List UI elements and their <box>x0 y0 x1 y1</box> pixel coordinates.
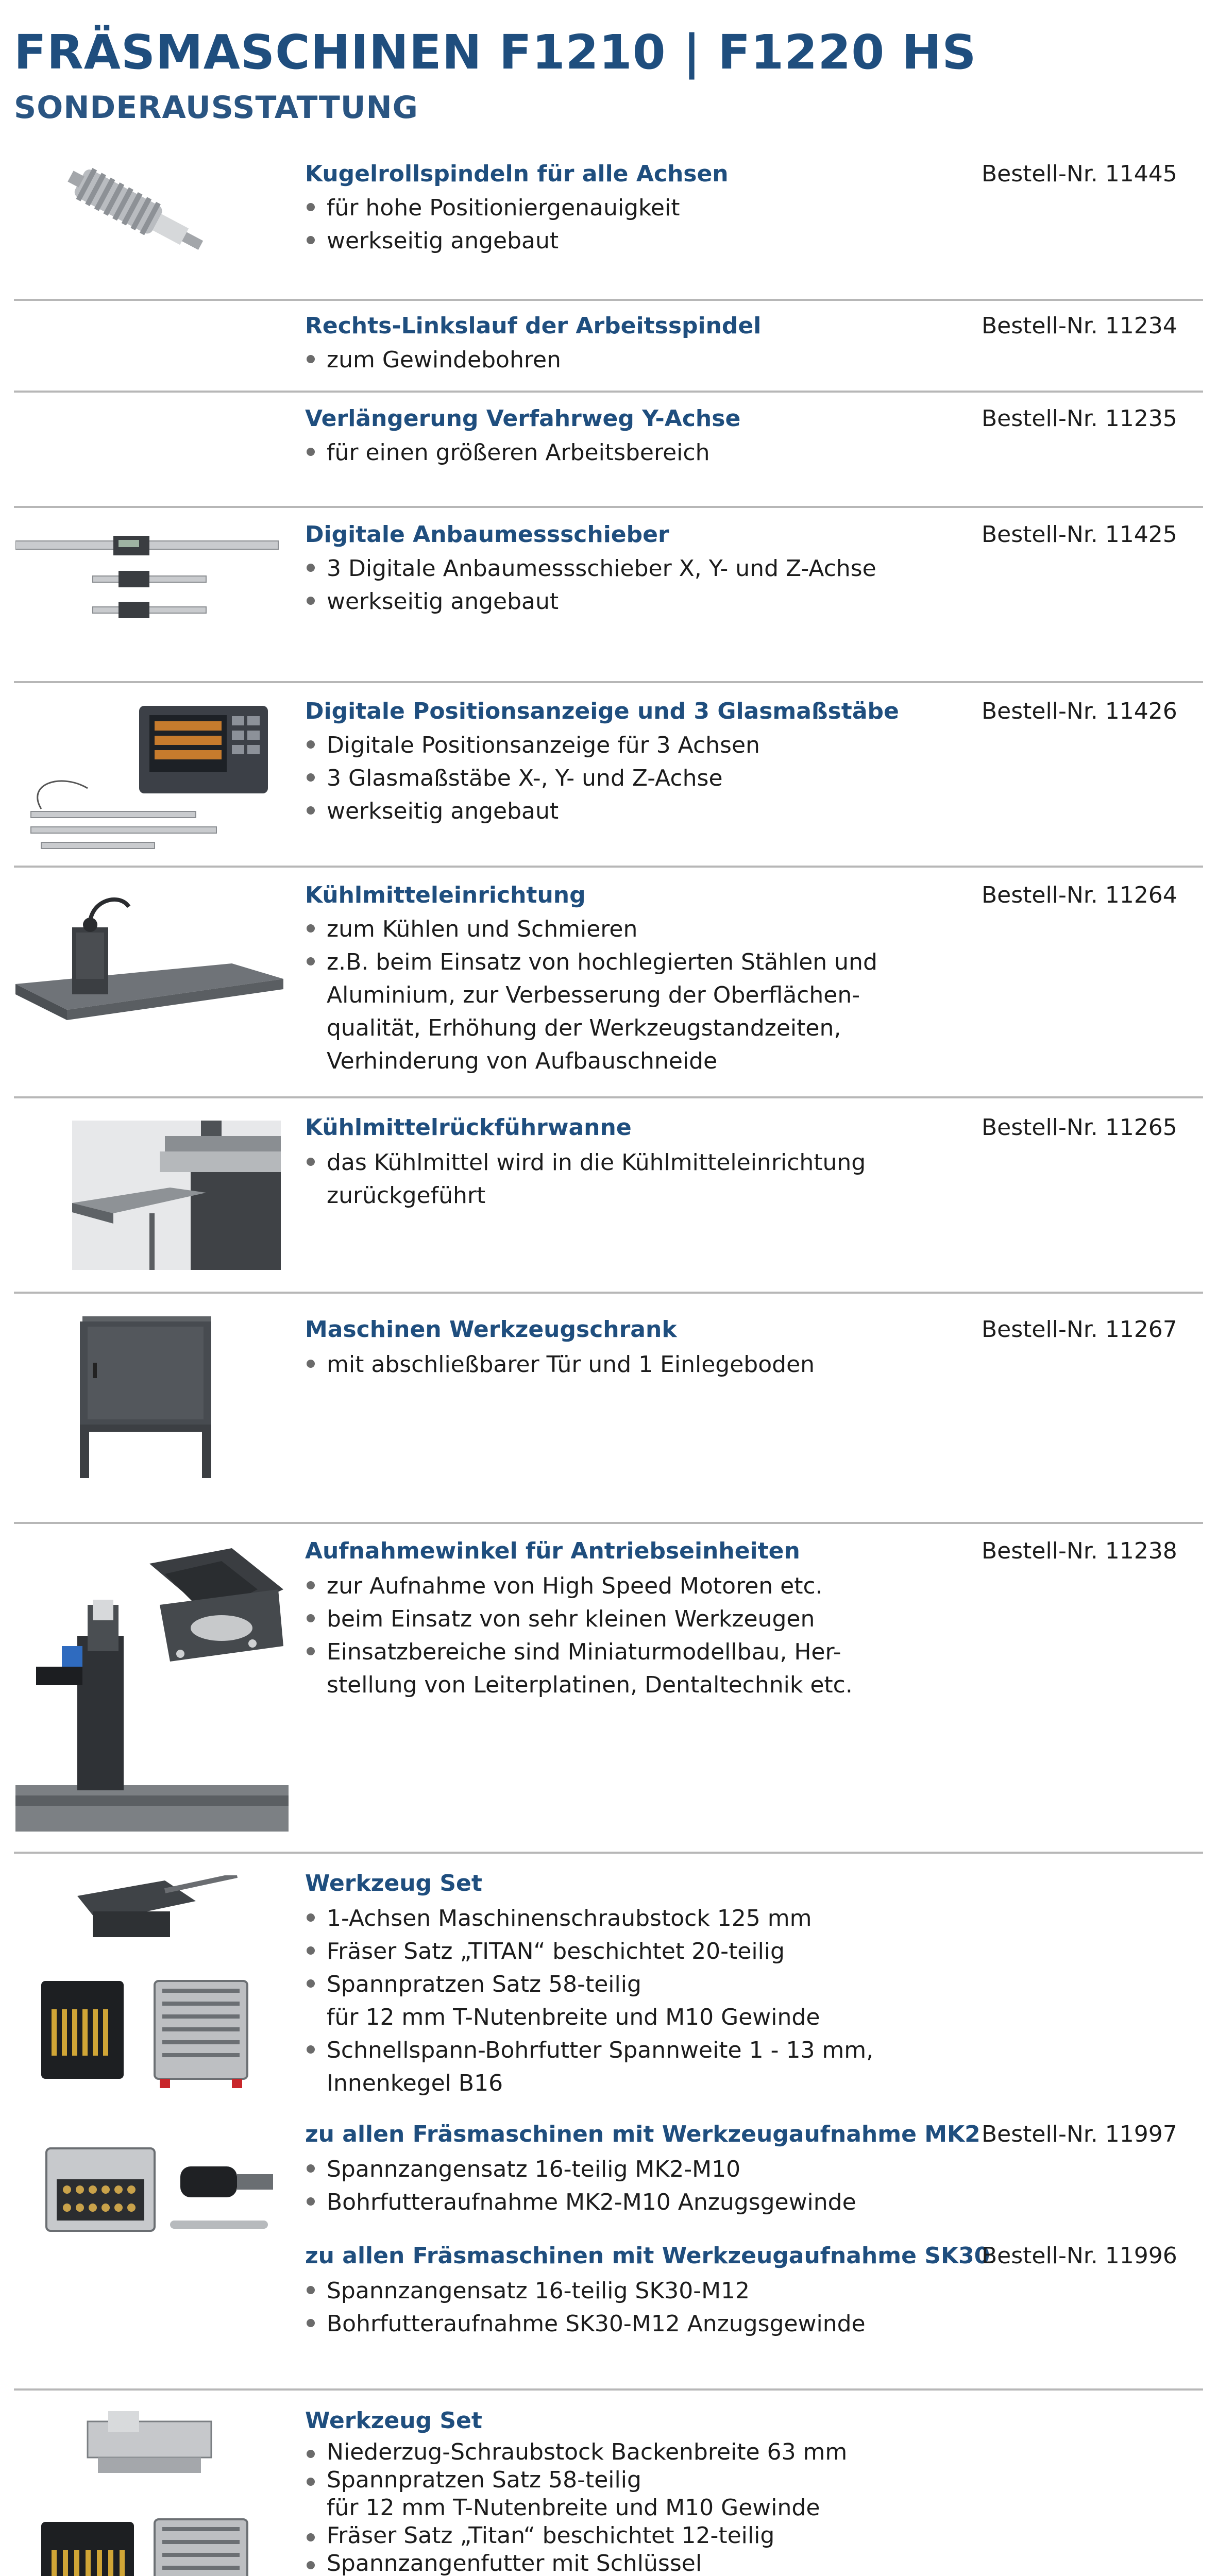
position-display-image <box>21 701 278 855</box>
bullet-icon <box>307 924 315 933</box>
list-item: beim Einsatz von sehr kleinen Werkzeugen <box>305 1603 853 1636</box>
tool-set-2-image <box>41 2411 289 2576</box>
feature-list <box>305 1570 853 1702</box>
list-item: werkseitig angebaut <box>305 795 760 828</box>
order-number: Bestell-Nr. 11996 <box>982 2243 1177 2269</box>
bullet-icon <box>307 2533 315 2541</box>
section-divider <box>14 1096 1203 1098</box>
variant-title-sk30: zu allen Fräsmaschinen mit Werkzeugaufnahme SK30 <box>305 2243 990 2269</box>
bullet-icon <box>307 236 315 244</box>
bullet-icon <box>307 2045 315 2054</box>
bullet-icon <box>307 1979 315 1988</box>
coolant-system-image <box>15 891 283 1025</box>
feature-list <box>305 1348 815 1381</box>
feature-list <box>305 192 680 258</box>
set-title: Werkzeug Set <box>305 2408 482 2434</box>
order-number: Bestell-Nr. 11425 <box>982 521 1177 548</box>
list-item: mit abschließbarer Tür und 1 Einlegeboden <box>305 1348 815 1381</box>
feature-list <box>305 1146 866 1212</box>
bullet-icon <box>307 2197 315 2206</box>
product-title: Verlängerung Verfahrweg Y-Achse <box>305 405 741 432</box>
order-number: Bestell-Nr. 11265 <box>982 1114 1177 1141</box>
list-item: Einsatzbereiche sind Miniaturmodellbau, Her- stellung von Leiterplatinen, Dentaltechnik etc. <box>305 1636 853 1702</box>
list-item: Digitale Positionsanzeige für 3 Achsen <box>305 729 760 762</box>
feature-list <box>305 729 760 828</box>
product-title: Aufnahmewinkel für Antriebseinheiten <box>305 1538 800 1564</box>
variant-title-mk2: zu allen Fräsmaschinen mit Werkzeugaufnahme MK2 <box>305 2121 981 2147</box>
order-number: Bestell-Nr. 11264 <box>982 882 1177 908</box>
order-number: Bestell-Nr. 11234 <box>982 313 1177 339</box>
feature-list <box>305 1902 873 2100</box>
mounting-bracket-image <box>15 1543 289 1832</box>
product-title: Kühlmittelrückführwanne <box>305 1114 632 1141</box>
product-title: Digitale Anbaumessschieber <box>305 521 669 548</box>
bullet-icon <box>307 957 315 965</box>
list-item: das Kühlmittel wird in die Kühlmitteleinrichtung zurückgeführt <box>305 1146 866 1212</box>
section-divider <box>14 506 1203 508</box>
page-subtitle: SONDERAUSSTATTUNG <box>14 90 418 126</box>
section-divider <box>14 1852 1203 1854</box>
feature-list <box>305 552 876 618</box>
list-item: z.B. beim Einsatz von hochlegierten Stählen und Aluminium, zur Verbesserung der Oberflächen- qualität, Erhöhung der Werkzeugstandzeiten, Verhinderung von Aufbauschneide <box>305 946 877 1078</box>
order-number: Bestell-Nr. 11997 <box>982 2121 1177 2147</box>
bullet-icon <box>307 1614 315 1622</box>
list-item: werkseitig angebaut <box>305 225 680 258</box>
list-item: Spannpratzen Satz 58-teilig für 12 mm T-Nutenbreite und M10 Gewinde <box>305 1968 873 2034</box>
feature-list <box>305 436 710 469</box>
order-number: Bestell-Nr. 11267 <box>982 1316 1177 1343</box>
bullet-icon <box>307 1946 315 1955</box>
list-item: für hohe Positioniergenauigkeit <box>305 192 680 225</box>
list-item: zum Kühlen und Schmieren <box>305 913 877 946</box>
list-item: werkseitig angebaut <box>305 585 876 618</box>
section-divider <box>14 681 1203 683</box>
list-item: zum Gewindebohren <box>305 344 561 377</box>
bullet-icon <box>307 2319 315 2327</box>
list-item: Fräser Satz „TITAN“ beschichtet 20-teilig <box>305 1935 873 1968</box>
feature-list <box>305 344 561 377</box>
list-item: Fräser Satz „Titan“ beschichtet 12-teilig <box>305 2522 847 2550</box>
order-number: Bestell-Nr. 11235 <box>982 405 1177 432</box>
bullet-icon <box>307 355 315 363</box>
section-divider <box>14 2388 1203 2391</box>
set-title: Werkzeug Set <box>305 1870 482 1896</box>
list-item: Spannzangenfutter mit Schlüssel <box>305 2550 847 2576</box>
list-item: zur Aufnahme von High Speed Motoren etc. <box>305 1570 853 1603</box>
bullet-icon <box>307 203 315 211</box>
feature-list <box>305 2275 866 2341</box>
list-item: Spannzangensatz 16-teilig MK2-M10 <box>305 2153 856 2186</box>
list-item: 3 Digitale Anbaumessschieber X, Y- und Z-Achse <box>305 552 876 585</box>
bullet-icon <box>307 773 315 782</box>
product-title: Rechts-Linkslauf der Arbeitsspindel <box>305 313 762 339</box>
bullet-icon <box>307 597 315 605</box>
section-divider <box>14 1292 1203 1294</box>
bullet-icon <box>307 1647 315 1655</box>
bullet-icon <box>307 2450 315 2458</box>
product-title: Digitale Positionsanzeige und 3 Glasmaßstäbe <box>305 698 899 724</box>
bullet-icon <box>307 806 315 815</box>
list-item: Bohrfutteraufnahme SK30-M12 Anzugsgewinde <box>305 2308 866 2341</box>
list-item: Niederzug-Schraubstock Backenbreite 63 mm <box>305 2438 847 2466</box>
bullet-icon <box>307 2286 315 2294</box>
ball-screw-image <box>62 155 211 268</box>
bullet-icon <box>307 1581 315 1589</box>
bullet-icon <box>307 740 315 749</box>
section-divider <box>14 299 1203 301</box>
bullet-icon <box>307 2478 315 2486</box>
product-title: Kühlmitteleinrichtung <box>305 882 586 908</box>
list-item: Bohrfutteraufnahme MK2-M10 Anzugsgewinde <box>305 2186 856 2219</box>
feature-list <box>305 2438 847 2576</box>
bullet-icon <box>307 2561 315 2569</box>
bullet-icon <box>307 1913 315 1922</box>
feature-list <box>305 2153 856 2219</box>
order-number: Bestell-Nr. 11426 <box>982 698 1177 724</box>
product-title: Kugelrollspindeln für alle Achsen <box>305 161 729 187</box>
order-number: Bestell-Nr. 11445 <box>982 161 1177 187</box>
bullet-icon <box>307 564 315 572</box>
coolant-tray-image <box>72 1121 281 1270</box>
bullet-icon <box>307 448 315 456</box>
tool-set-1-image <box>41 1875 289 2277</box>
list-item: Spannpratzen Satz 58-teilig für 12 mm T-Nutenbreite und M10 Gewinde <box>305 2466 847 2522</box>
list-item: 1-Achsen Maschinenschraubstock 125 mm <box>305 1902 873 1935</box>
bullet-icon <box>307 1158 315 1166</box>
section-divider <box>14 1522 1203 1524</box>
tool-cabinet-image <box>77 1316 214 1481</box>
section-divider <box>14 391 1203 393</box>
bullet-icon <box>307 1360 315 1368</box>
list-item: für einen größeren Arbeitsbereich <box>305 436 710 469</box>
list-item: Schnellspann-Bohrfutter Spannweite 1 - 13 mm, Innenkegel B16 <box>305 2034 873 2100</box>
feature-list <box>305 913 877 1078</box>
page-title: FRÄSMASCHINEN F1210 | F1220 HS <box>14 25 977 80</box>
list-item: 3 Glasmaßstäbe X-, Y- und Z-Achse <box>305 762 760 795</box>
digital-caliper-image <box>15 531 283 634</box>
bullet-icon <box>307 2164 315 2173</box>
product-title: Maschinen Werkzeugschrank <box>305 1316 677 1343</box>
section-divider <box>14 866 1203 868</box>
list-item: Spannzangensatz 16-teilig SK30-M12 <box>305 2275 866 2308</box>
order-number: Bestell-Nr. 11238 <box>982 1538 1177 1564</box>
